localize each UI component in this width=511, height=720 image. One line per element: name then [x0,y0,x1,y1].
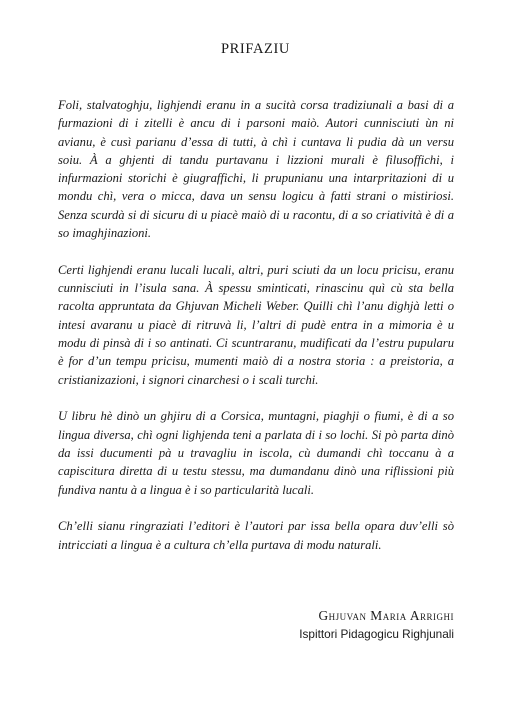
paragraph-3: U libru hè dinò un ghjiru di a Corsica, muntagni, piaghji o fiumi, è di a so lingua diversa, chì ogni lighjenda teni a parlata di i so lochi. Si pò parta dinò da issi ducumenti pà u travagliu in iscola, cù dumandi chì toccanu à a capiscitura diretta di u testu stessu, ma dumandanu dinò una riflissioni più fundiva nantu à a lingua è i so particularità lucali. [58,409,454,497]
author-name: Ghjuvan Maria Arrighi [318,608,454,623]
paragraph-4: Ch’elli sianu ringraziati l’editori è l’autori par issa bella opara duv’elli sò intricciati a lingua è a cultura ch’ella purtava di modu naturali. [58,519,454,552]
paragraph-2: Certi lighjendi eranu lucali lucali, altri, puri sciuti da un locu pricisu, eranu cunnisciuti in l’isula sana. À spessu sminticati, rinascinu quì cù sta bella racolta appruntata da Ghjuvan Micheli Weber. Quilli chì l’anu dighjà letti o intesi avaranu u piacè di ritruvà li, l’altri di pudè entra in a mimoria è u modu di pinsà di i so antinati. Ci scuntraranu, mudificati da l’estru pupularu è for d’un tempu pricisu, mumenti maiò di a nostra storia : a preistoria, a cristianizazioni, i signori cinarchesi o i scali turchi. [58,262,454,387]
paragraph-1: Foli, stalvatoghju, lighjendi eranu in a sucità corsa tradiziunali a basi di a furmazioni di i zitelli è ancu di i parsoni maiò. Autori cunnisciuti ùn ni avianu, è cusì parianu d’essa di tutti, à chì i cuntava li pudia dà un versu soiu. À a ghjenti di tandu purtavanu i lizzioni murali è filusoffichi, i infurmazioni storichi è giugraffichi, li prupunianu una intarpritazioni di u mondu chì, vera o micca, dava un sensu logicu à fatti strani o mistiriosi. Senza scurdà si di sicuru di u piacè maiò di u racontu, di a so criatività è di a so imaghjinazioni. [58,98,454,241]
preface-body [58,96,454,573]
page-title: PRIFAZIU [221,41,290,57]
signature-block [299,606,454,644]
author-role: Ispittori Pidagogicu Righjunali [299,627,454,641]
